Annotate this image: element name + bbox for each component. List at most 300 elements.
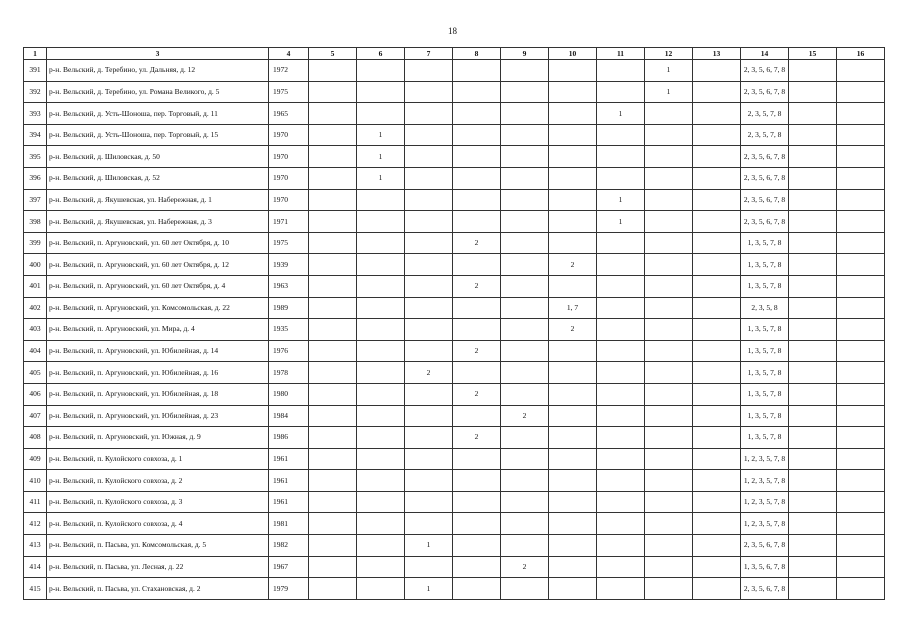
- value-cell: [645, 405, 693, 427]
- value-cell: [597, 60, 645, 82]
- column-header: 3: [47, 48, 269, 60]
- value-cell: [597, 405, 645, 427]
- value-cell: 2: [453, 340, 501, 362]
- value-cell: [501, 513, 549, 535]
- value-cell: [549, 405, 597, 427]
- value-cell: [309, 362, 357, 384]
- address-cell: р-н. Вельский, п. Кулойского совхоза, д. 1: [47, 448, 269, 470]
- value-cell: [789, 81, 837, 103]
- address-cell: р-н. Вельский, п. Аргуновский, ул. Юбилейная, д. 23: [47, 405, 269, 427]
- value-cell: [789, 405, 837, 427]
- value-cell: [405, 146, 453, 168]
- value-cell: [693, 513, 741, 535]
- value-cell: [693, 124, 741, 146]
- value-cell: [357, 103, 405, 125]
- table-row: [24, 275, 885, 297]
- address-cell: р-н. Вельский, д. Шиловская, д. 52: [47, 167, 269, 189]
- value-cell: [501, 124, 549, 146]
- value-cell: [549, 211, 597, 233]
- value-cell: [837, 513, 885, 535]
- value-cell: [789, 535, 837, 557]
- year-cell: 1981: [269, 513, 309, 535]
- value-cell: [693, 491, 741, 513]
- address-cell: р-н. Вельский, п. Аргуновский, ул. Юбилейная, д. 18: [47, 383, 269, 405]
- value-cell: [357, 491, 405, 513]
- value-cell: [597, 146, 645, 168]
- table-row: [24, 103, 885, 125]
- value-cell: [501, 578, 549, 600]
- value-cell: [501, 448, 549, 470]
- value-cell: [453, 254, 501, 276]
- address-cell: р-н. Вельский, д. Усть-Шоноша, пер. Торговый, д. 11: [47, 103, 269, 125]
- value-cell: [309, 275, 357, 297]
- value-cell: 1, 2, 3, 5, 7, 8: [741, 448, 789, 470]
- value-cell: 2: [453, 383, 501, 405]
- value-cell: [693, 254, 741, 276]
- column-header: 10: [549, 48, 597, 60]
- value-cell: [453, 211, 501, 233]
- value-cell: [549, 275, 597, 297]
- value-cell: [357, 405, 405, 427]
- column-header: 9: [501, 48, 549, 60]
- value-cell: [357, 254, 405, 276]
- value-cell: 1, 3, 5, 7, 8: [741, 383, 789, 405]
- value-cell: [645, 427, 693, 449]
- value-cell: [357, 578, 405, 600]
- value-cell: [645, 146, 693, 168]
- column-header: 13: [693, 48, 741, 60]
- value-cell: [453, 319, 501, 341]
- value-cell: [309, 167, 357, 189]
- value-cell: [789, 146, 837, 168]
- value-cell: [357, 535, 405, 557]
- year-cell: 1976: [269, 340, 309, 362]
- year-cell: 1935: [269, 319, 309, 341]
- year-cell: 1967: [269, 556, 309, 578]
- row-number-cell: 402: [24, 297, 47, 319]
- value-cell: [357, 297, 405, 319]
- value-cell: [453, 556, 501, 578]
- value-cell: [789, 470, 837, 492]
- value-cell: [405, 340, 453, 362]
- value-cell: [789, 319, 837, 341]
- value-cell: [837, 297, 885, 319]
- value-cell: [789, 189, 837, 211]
- table-row: [24, 383, 885, 405]
- row-number-cell: 400: [24, 254, 47, 276]
- row-number-cell: 396: [24, 167, 47, 189]
- value-cell: [549, 124, 597, 146]
- value-cell: 2: [405, 362, 453, 384]
- year-cell: 1972: [269, 60, 309, 82]
- value-cell: [693, 146, 741, 168]
- value-cell: [501, 189, 549, 211]
- address-cell: р-н. Вельский, п. Аргуновский, ул. 60 лет Октября, д. 12: [47, 254, 269, 276]
- value-cell: [597, 362, 645, 384]
- value-cell: [645, 167, 693, 189]
- value-cell: [405, 319, 453, 341]
- address-cell: р-н. Вельский, п. Пасьва, ул. Комсомольская, д. 5: [47, 535, 269, 557]
- value-cell: [357, 232, 405, 254]
- row-number-cell: 391: [24, 60, 47, 82]
- value-cell: 1: [405, 535, 453, 557]
- value-cell: [549, 189, 597, 211]
- value-cell: [693, 470, 741, 492]
- year-cell: 1970: [269, 167, 309, 189]
- value-cell: [501, 319, 549, 341]
- value-cell: [789, 275, 837, 297]
- value-cell: [597, 427, 645, 449]
- year-cell: 1970: [269, 189, 309, 211]
- value-cell: [837, 254, 885, 276]
- address-cell: р-н. Вельский, п. Аргуновский, ул. Комсомольская, д. 22: [47, 297, 269, 319]
- row-number-cell: 411: [24, 491, 47, 513]
- value-cell: [693, 405, 741, 427]
- value-cell: [789, 362, 837, 384]
- value-cell: [789, 211, 837, 233]
- value-cell: [645, 124, 693, 146]
- value-cell: [693, 189, 741, 211]
- value-cell: [501, 470, 549, 492]
- value-cell: [837, 491, 885, 513]
- value-cell: [549, 513, 597, 535]
- value-cell: [309, 60, 357, 82]
- value-cell: [597, 297, 645, 319]
- value-cell: [453, 578, 501, 600]
- column-header: 4: [269, 48, 309, 60]
- value-cell: [693, 211, 741, 233]
- value-cell: [837, 189, 885, 211]
- value-cell: [357, 470, 405, 492]
- value-cell: [549, 556, 597, 578]
- value-cell: [357, 60, 405, 82]
- value-cell: [549, 427, 597, 449]
- value-cell: [357, 340, 405, 362]
- value-cell: [789, 340, 837, 362]
- column-header: 5: [309, 48, 357, 60]
- value-cell: [501, 81, 549, 103]
- column-header: 16: [837, 48, 885, 60]
- table-row: [24, 167, 885, 189]
- value-cell: [693, 578, 741, 600]
- table-body: [24, 60, 885, 600]
- value-cell: [693, 362, 741, 384]
- value-cell: [549, 81, 597, 103]
- value-cell: 1, 3, 5, 7, 8: [741, 232, 789, 254]
- value-cell: [453, 103, 501, 125]
- value-cell: [501, 146, 549, 168]
- value-cell: 1, 3, 5, 7, 8: [741, 254, 789, 276]
- value-cell: [501, 167, 549, 189]
- value-cell: [645, 491, 693, 513]
- column-header: 14: [741, 48, 789, 60]
- value-cell: [837, 81, 885, 103]
- table-row: [24, 535, 885, 557]
- value-cell: 2, 3, 5, 7, 8: [741, 124, 789, 146]
- row-number-cell: 393: [24, 103, 47, 125]
- value-cell: [789, 232, 837, 254]
- value-cell: [549, 448, 597, 470]
- value-cell: [405, 211, 453, 233]
- year-cell: 1939: [269, 254, 309, 276]
- address-cell: р-н. Вельский, п. Аргуновский, ул. Мира, д. 4: [47, 319, 269, 341]
- value-cell: [453, 146, 501, 168]
- value-cell: 2, 3, 5, 7, 8: [741, 103, 789, 125]
- value-cell: 2, 3, 5, 6, 7, 8: [741, 535, 789, 557]
- value-cell: [837, 103, 885, 125]
- address-cell: р-н. Вельский, п. Пасьва, ул. Стахановская, д. 2: [47, 578, 269, 600]
- value-cell: [405, 124, 453, 146]
- value-cell: [405, 275, 453, 297]
- table-row: [24, 491, 885, 513]
- value-cell: [405, 427, 453, 449]
- value-cell: [645, 448, 693, 470]
- value-cell: [789, 124, 837, 146]
- value-cell: [645, 211, 693, 233]
- page-number: 18: [448, 26, 457, 36]
- value-cell: [405, 513, 453, 535]
- value-cell: [405, 103, 453, 125]
- value-cell: [789, 578, 837, 600]
- value-cell: [453, 405, 501, 427]
- value-cell: [597, 81, 645, 103]
- value-cell: [645, 275, 693, 297]
- value-cell: [309, 470, 357, 492]
- value-cell: 1, 3, 5, 6, 7, 8: [741, 556, 789, 578]
- year-cell: 1970: [269, 146, 309, 168]
- value-cell: [597, 167, 645, 189]
- year-cell: 1963: [269, 275, 309, 297]
- value-cell: [837, 124, 885, 146]
- address-cell: р-н. Вельский, п. Кулойского совхоза, д. 3: [47, 491, 269, 513]
- value-cell: [837, 319, 885, 341]
- value-cell: 1: [597, 211, 645, 233]
- value-cell: 2: [501, 556, 549, 578]
- value-cell: [501, 340, 549, 362]
- table-row: [24, 578, 885, 600]
- value-cell: 2: [501, 405, 549, 427]
- row-number-cell: 405: [24, 362, 47, 384]
- value-cell: [597, 513, 645, 535]
- value-cell: [693, 60, 741, 82]
- value-cell: [645, 232, 693, 254]
- value-cell: [645, 535, 693, 557]
- row-number-cell: 410: [24, 470, 47, 492]
- value-cell: [501, 60, 549, 82]
- value-cell: 1: [645, 81, 693, 103]
- value-cell: [309, 513, 357, 535]
- value-cell: [309, 427, 357, 449]
- row-number-cell: 394: [24, 124, 47, 146]
- row-number-cell: 398: [24, 211, 47, 233]
- value-cell: [693, 340, 741, 362]
- value-cell: [453, 81, 501, 103]
- value-cell: [693, 232, 741, 254]
- value-cell: [405, 232, 453, 254]
- value-cell: [789, 297, 837, 319]
- value-cell: [645, 319, 693, 341]
- value-cell: [357, 556, 405, 578]
- value-cell: [645, 470, 693, 492]
- value-cell: [501, 491, 549, 513]
- value-cell: 1: [645, 60, 693, 82]
- address-cell: р-н. Вельский, д. Якушевская, ул. Набережная, д. 3: [47, 211, 269, 233]
- value-cell: 1, 2, 3, 5, 7, 8: [741, 470, 789, 492]
- year-cell: 1975: [269, 232, 309, 254]
- value-cell: [789, 513, 837, 535]
- value-cell: [693, 383, 741, 405]
- value-cell: [645, 362, 693, 384]
- value-cell: [597, 448, 645, 470]
- year-cell: 1970: [269, 124, 309, 146]
- value-cell: [453, 513, 501, 535]
- value-cell: 2: [453, 427, 501, 449]
- column-header: 11: [597, 48, 645, 60]
- table-row: [24, 232, 885, 254]
- value-cell: [405, 405, 453, 427]
- row-number-cell: 407: [24, 405, 47, 427]
- address-cell: р-н. Вельский, п. Пасьва, ул. Лесная, д. 22: [47, 556, 269, 578]
- value-cell: [693, 81, 741, 103]
- value-cell: [309, 578, 357, 600]
- value-cell: [549, 167, 597, 189]
- value-cell: [645, 578, 693, 600]
- value-cell: [549, 535, 597, 557]
- value-cell: 2, 3, 5, 6, 7, 8: [741, 189, 789, 211]
- value-cell: [597, 578, 645, 600]
- column-header: 7: [405, 48, 453, 60]
- address-cell: р-н. Вельский, д. Якушевская, ул. Набережная, д. 1: [47, 189, 269, 211]
- address-cell: р-н. Вельский, п. Аргуновский, ул. 60 лет Октября, д. 10: [47, 232, 269, 254]
- value-cell: [405, 189, 453, 211]
- row-number-cell: 406: [24, 383, 47, 405]
- value-cell: [309, 232, 357, 254]
- value-cell: [357, 211, 405, 233]
- value-cell: [453, 124, 501, 146]
- value-cell: [309, 383, 357, 405]
- year-cell: 1965: [269, 103, 309, 125]
- year-cell: 1961: [269, 470, 309, 492]
- value-cell: [549, 103, 597, 125]
- row-number-cell: 413: [24, 535, 47, 557]
- value-cell: [357, 427, 405, 449]
- value-cell: [309, 448, 357, 470]
- value-cell: [597, 383, 645, 405]
- value-cell: [645, 556, 693, 578]
- value-cell: [357, 275, 405, 297]
- value-cell: [405, 254, 453, 276]
- value-cell: [789, 60, 837, 82]
- value-cell: [837, 470, 885, 492]
- value-cell: [837, 427, 885, 449]
- value-cell: 2, 3, 5, 6, 7, 8: [741, 578, 789, 600]
- value-cell: [549, 146, 597, 168]
- year-cell: 1971: [269, 211, 309, 233]
- table-row: [24, 362, 885, 384]
- row-number-cell: 414: [24, 556, 47, 578]
- value-cell: [837, 275, 885, 297]
- table-row: [24, 124, 885, 146]
- value-cell: [837, 211, 885, 233]
- row-number-cell: 392: [24, 81, 47, 103]
- year-cell: 1989: [269, 297, 309, 319]
- value-cell: [693, 297, 741, 319]
- value-cell: [453, 297, 501, 319]
- row-number-cell: 401: [24, 275, 47, 297]
- value-cell: [597, 491, 645, 513]
- year-cell: 1979: [269, 578, 309, 600]
- value-cell: [645, 513, 693, 535]
- table-row: [24, 81, 885, 103]
- value-cell: [405, 167, 453, 189]
- column-header: 15: [789, 48, 837, 60]
- value-cell: 1, 2, 3, 5, 7, 8: [741, 491, 789, 513]
- row-number-cell: 399: [24, 232, 47, 254]
- value-cell: [837, 146, 885, 168]
- value-cell: [837, 362, 885, 384]
- value-cell: 1, 3, 5, 7, 8: [741, 427, 789, 449]
- table-row: [24, 189, 885, 211]
- value-cell: [549, 491, 597, 513]
- value-cell: [645, 297, 693, 319]
- value-cell: 1, 3, 5, 7, 8: [741, 340, 789, 362]
- value-cell: 2, 3, 5, 6, 7, 8: [741, 81, 789, 103]
- value-cell: [837, 578, 885, 600]
- year-cell: 1980: [269, 383, 309, 405]
- value-cell: 1, 3, 5, 7, 8: [741, 405, 789, 427]
- value-cell: [837, 340, 885, 362]
- value-cell: [789, 254, 837, 276]
- value-cell: [597, 535, 645, 557]
- value-cell: 1: [405, 578, 453, 600]
- value-cell: [693, 556, 741, 578]
- value-cell: [309, 491, 357, 513]
- value-cell: [693, 427, 741, 449]
- address-cell: р-н. Вельский, д. Теребино, ул. Романа Великого, д. 5: [47, 81, 269, 103]
- value-cell: [309, 81, 357, 103]
- value-cell: [453, 362, 501, 384]
- value-cell: [309, 535, 357, 557]
- address-cell: р-н. Вельский, п. Аргуновский, ул. Южная, д. 9: [47, 427, 269, 449]
- value-cell: [597, 232, 645, 254]
- value-cell: [837, 448, 885, 470]
- table-row: [24, 513, 885, 535]
- value-cell: [501, 362, 549, 384]
- value-cell: [309, 556, 357, 578]
- address-cell: р-н. Вельский, п. Аргуновский, ул. Юбилейная, д. 16: [47, 362, 269, 384]
- value-cell: [597, 470, 645, 492]
- document-table: [23, 47, 885, 600]
- value-cell: [357, 448, 405, 470]
- table-row: [24, 297, 885, 319]
- value-cell: 2, 3, 5, 6, 7, 8: [741, 60, 789, 82]
- value-cell: [645, 103, 693, 125]
- address-cell: р-н. Вельский, д. Усть-Шоноша, пер. Торговый, д. 15: [47, 124, 269, 146]
- value-cell: 1, 3, 5, 7, 8: [741, 319, 789, 341]
- row-number-cell: 412: [24, 513, 47, 535]
- value-cell: [501, 211, 549, 233]
- value-cell: [405, 383, 453, 405]
- value-cell: [693, 319, 741, 341]
- value-cell: [453, 167, 501, 189]
- year-cell: 1975: [269, 81, 309, 103]
- value-cell: [501, 103, 549, 125]
- value-cell: [597, 319, 645, 341]
- value-cell: 1: [357, 124, 405, 146]
- value-cell: [597, 254, 645, 276]
- value-cell: [501, 232, 549, 254]
- year-cell: 1986: [269, 427, 309, 449]
